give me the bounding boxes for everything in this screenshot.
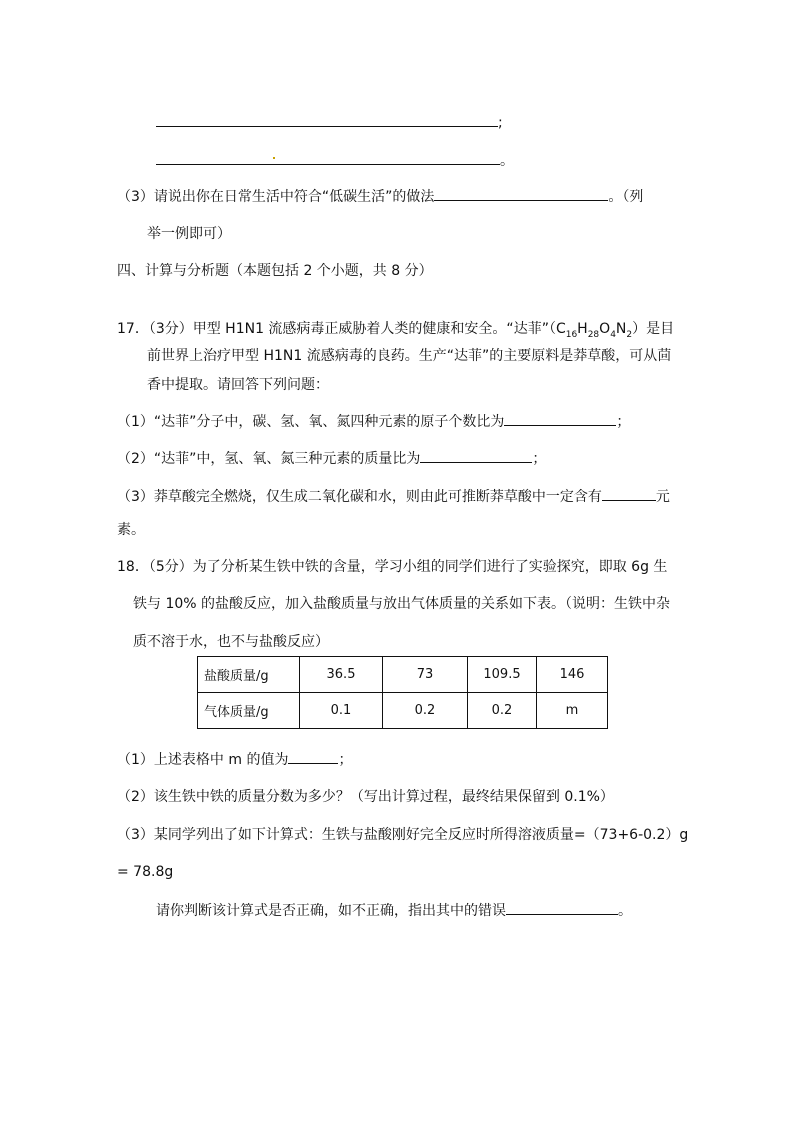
q18-sub3: （3）某同学列出了如下计算式：生铁与盐酸刚好完全反应时所得溶液质量=（73+6-0.2）g [117,827,689,843]
table-cell: 73 [383,657,468,693]
table-cell: 盐酸质量/g [198,657,300,693]
q17-sub1-text: （1）“达菲”分子中，碳、氢、氧、氮四种元素的原子个数比为 [117,414,505,430]
q17-sub3-blank[interactable] [602,486,656,501]
q17-stem-line3: 香中提取。请回答下列问题： [147,377,329,393]
q18-sub1-text: （1）上述表格中 m 的值为 [117,752,289,768]
formula-sub: 16 [565,329,578,340]
q18-sub1 [117,749,352,770]
q17-sub2-text: （2）“达菲”中，氢、氧、氮三种元素的质量比为 [117,451,421,467]
q17-sub1-end: ； [616,414,631,430]
formula-sub: 4 [610,329,616,340]
q18-sub3-blank[interactable] [506,900,618,915]
q17-sub1-blank[interactable] [504,411,616,426]
q18-sub3-question [156,900,632,921]
table-cell: 0.2 [468,693,537,729]
q18-sub3-q-text: 请你判断该计算式是否正确，如不正确，指出其中的错误 [156,903,506,919]
q17-sub3 [117,486,670,507]
q18-sub1-end: ； [338,752,353,768]
q17-stem-a: 17．（3分）甲型 H1N1 流感病毒正威胁着人类的健康和安全。“达菲”（C [117,321,566,337]
table-cell: 0.1 [300,693,383,729]
q17-sub2-blank[interactable] [420,448,532,463]
q18-stem-line2: 铁与 10% 的盐酸反应，加入盐酸质量与放出气体质量的关系如下表。（说明：生铁中杂 [133,596,671,612]
q18-sub3-cont: = 78.8g [117,864,174,880]
q17-sub2-end: ； [532,451,547,467]
table-cell: 气体质量/g [198,693,300,729]
stray-dot [273,157,275,159]
q16-3-cont: 举一例即可） [147,226,231,242]
table-cell: 36.5 [300,657,383,693]
answer-blank[interactable] [156,112,498,127]
q17-sub3-text: （3）莽草酸完全燃烧，仅生成二氧化碳和水，则由此可推断莽草酸中一定含有 [117,489,602,505]
q18-stem-line1: 18．（5分）为了分析某生铁中铁的含量，学习小组的同学们进行了实验探究，即取 6g 生 [117,559,668,575]
q18-sub1-blank[interactable] [288,749,338,764]
answer-line-1[interactable] [156,112,503,133]
q16-3-blank[interactable] [434,186,608,201]
data-table [197,656,608,729]
formula-letter: H [577,321,588,337]
table-row [198,657,608,693]
table-row [198,693,608,729]
q18-sub2: （2）该生铁中铁的质量分数为多少？（写出计算过程，最终结果保留到 0.1%） [117,789,614,805]
table-cell: m [537,693,608,729]
answer-line-2[interactable] [156,150,514,171]
formula-letter: N [615,321,627,337]
table-cell: 0.2 [383,693,468,729]
table-cell: 146 [537,657,608,693]
q17-sub2 [117,448,546,469]
q17-sub3-end: 元 [655,489,670,505]
q16-3-tail: 。（列 [608,189,644,205]
q16-3-line [117,186,643,207]
formula-sub: 2 [626,329,633,340]
formula-sub: 28 [587,329,600,340]
table-cell: 109.5 [468,657,537,693]
q17-sub1 [117,411,630,432]
q17-stem-b: ）是目 [632,321,675,337]
q18-stem-line3: 质不溶于水，也不与盐酸反应） [133,634,329,650]
formula-letter: O [599,321,611,337]
answer-blank[interactable] [156,150,500,165]
q17-stem-line1 [117,319,674,345]
section-heading: 四、计算与分析题（本题包括 2 个小题，共 8 分） [117,263,433,279]
line-end-punct: 。 [500,153,514,169]
q16-3-text: （3）请说出你在日常生活中符合“低碳生活”的做法 [117,189,435,205]
line-end-punct: ; [498,115,503,131]
q17-sub3-cont: 素。 [117,522,145,538]
q18-sub3-q-end: 。 [618,903,632,919]
q17-stem-line2: 前世界上治疗甲型 H1N1 流感病毒的良药。生产“达菲”的主要原料是莽草酸，可从茴 [147,348,672,364]
